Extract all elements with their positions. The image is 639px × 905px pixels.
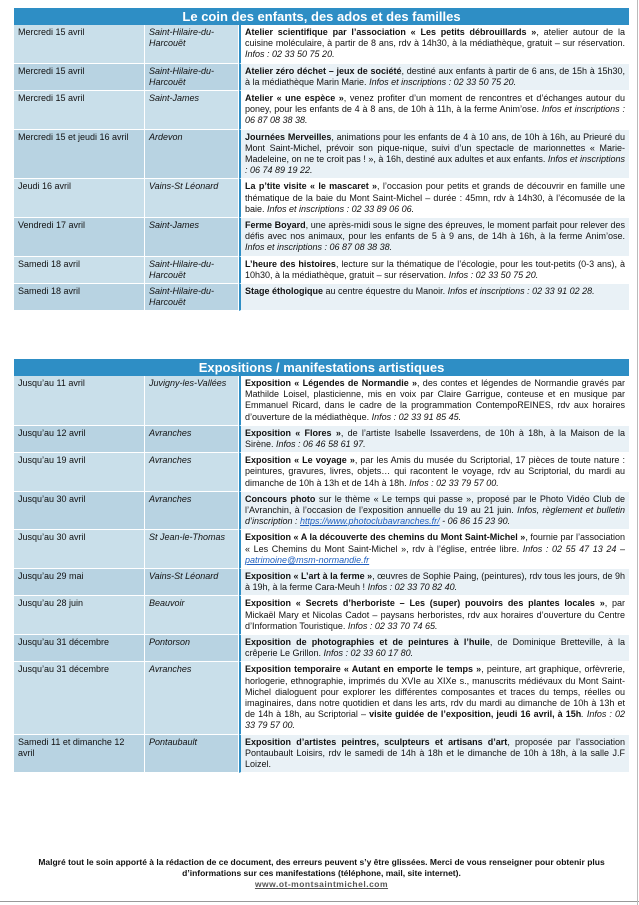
event-info: Infos : 02 33 91 85 45. (371, 411, 462, 422)
event-info: Infos et inscriptions : 02 33 91 02 28. (447, 286, 595, 297)
event-description (239, 91, 629, 130)
event-title: Exposition « Légendes de Normandie » (245, 378, 418, 388)
event-date: Samedi 11 et dimanche 12 avril (14, 735, 145, 774)
event-info: Infos : 02 55 47 13 24 – (522, 543, 625, 554)
page-right-rule (637, 0, 638, 905)
event-details: , une après-midi sous le signe des épreuves, le moment parfait pour relever des défis avec nos animaux, pour les enfants de 5 à 9 ans, de 14h à 16h, à la ferme Anim’ose. (245, 220, 625, 242)
event-date: Jeudi 16 avril (14, 179, 145, 218)
event-details: , de Dominique Bretteville, à la crêperie Le Grillon. (245, 637, 626, 659)
event-title: La p’tite visite « le mascaret » (245, 181, 378, 192)
event-description (239, 735, 629, 774)
event-description (239, 662, 629, 734)
table-row (14, 453, 629, 492)
event-info: Infos et inscriptions : 06 87 08 38 38. (245, 242, 393, 253)
table-row (14, 64, 629, 91)
event-location: Pontaubault (145, 735, 239, 774)
event-description (239, 25, 629, 64)
table-row (14, 662, 629, 734)
event-location: Vains-St Léonard (145, 569, 239, 596)
table-row (14, 179, 629, 218)
event-details: , l’occasion pour petits et grands de découvrir en famille une thématique de la baie du Mont Saint-Michel – durée : 45mn, rdv à 14h30, à l’écomusée de la baie. (245, 181, 625, 214)
event-details: , œuvres de Sophie Paing, (peintures), rdv tous les jours, de 9h à 19h, à la ferme Cara-Meuh ! (245, 571, 625, 593)
event-title: Atelier zéro déchet – jeux de société (245, 65, 402, 76)
event-details: sur le thème « Le temps qui passe », proposé par le Photo Vidéo Club de l’Avranchin, à l’occasion de l’exposition annuelle du 19 au 21 juin. (245, 493, 625, 516)
expo-section (14, 359, 629, 773)
event-date: Mercredi 15 et jeudi 16 avril (14, 130, 145, 180)
event-title: Atelier scientifique par l’association « Les petits débrouillards » (245, 27, 537, 37)
event-info: Infos : 02 33 70 74 65. (347, 620, 438, 631)
event-details: , proposée par l’association Pontaubault Loisirs, rdv le samedi de 14h à 18h et le dimanche de 10h à 18h, à la salle J.F Loizel. (245, 736, 625, 770)
footer (14, 857, 629, 890)
event-title: Exposition « Le voyage » (245, 455, 355, 466)
table-row (14, 492, 629, 531)
event-info: Infos, règlement et bulletin d’inscription : (245, 505, 625, 527)
event-details: , par Mickaël Mary et Nicolas Cadot – paysans herboristes, rdv aux horaires d’ouverture du Centre d’Information Touristique. (245, 598, 625, 631)
event-description (239, 635, 629, 662)
table-row (14, 569, 629, 596)
event-description (239, 284, 629, 311)
website-link[interactable]: www.ot-montsaintmichel.com (254, 879, 389, 889)
event-date: Samedi 18 avril (14, 257, 145, 284)
event-title: Stage éthologique (245, 286, 324, 297)
event-title: Ferme Boyard (245, 220, 306, 231)
event-description (239, 492, 629, 531)
event-info: . Infos : 02 33 79 57 00. (245, 709, 625, 731)
table-row (14, 284, 629, 311)
event-location: Avranches (145, 426, 239, 453)
event-info: Infos : 02 33 50 75 20. (245, 49, 335, 60)
event-details: , atelier autour de la cuisine moléculaire, à partir de 8 ans, rdv à 14h30, à la médiathèque, gratuit – sur réservation. (245, 27, 625, 49)
event-location: Saint-Hilaire-du-Harcouët (145, 25, 239, 64)
disclaimer-note: Malgré tout le soin apporté à la rédaction de ce document, des erreurs peuvent s’y être glissées. Merci de vous renseigner pour obtenir plus d’informations sur ces manifestations (téléphone, mail, site internet). (38, 857, 605, 878)
table-row (14, 596, 629, 635)
event-description (239, 453, 629, 492)
event-location: Avranches (145, 492, 239, 531)
event-title: Concours photo (245, 493, 316, 504)
event-description (239, 596, 629, 635)
event-details: , lecture sur la thématique de l’écologie, pour les tout-petits (0-3 ans), à 10h30, à la médiathèque, gratuit – sur réservation. (245, 258, 625, 280)
event-date: Samedi 18 avril (14, 284, 145, 311)
event-link[interactable]: https://www.photoclubavranches.fr/ (300, 516, 440, 527)
event-location: Beauvoir (145, 596, 239, 635)
event-location: Pontorson (145, 635, 239, 662)
event-date: Jusqu’au 29 mai (14, 569, 145, 596)
table-row (14, 530, 629, 569)
event-description (239, 130, 629, 180)
event-date: Mercredi 15 avril (14, 25, 145, 64)
table-row (14, 91, 629, 130)
event-link[interactable]: patrimoine@msm-normandie.fr (245, 554, 370, 565)
table-row (14, 25, 629, 64)
event-description (239, 179, 629, 218)
kids-section (14, 8, 629, 311)
event-title: Exposition temporaire « Autant en emporte le temps » (245, 664, 482, 675)
event-details: , animations pour les enfants de 4 à 10 ans, de 10h à 16h, au Prieuré du Mont Saint-Michel, prévoir son pique-nique, suivi d’un spectacle de marionnettes « Marie-Madeleine, on ne te croit pas ! », à 16h, destiné aux adultes et aux enfants. (245, 131, 625, 165)
event-date: Jusqu’au 31 décembre (14, 635, 145, 662)
event-location: Saint-Hilaire-du-Harcouët (145, 64, 239, 91)
event-details: au centre équestre du Manoir. (323, 286, 448, 297)
event-description (239, 569, 629, 596)
expo-section-title: Expositions / manifestations artistiques (14, 359, 629, 376)
event-date: Jusqu’au 31 décembre (14, 662, 145, 734)
event-info: Infos : 02 33 70 82 40. (367, 582, 458, 593)
event-location: Saint-James (145, 218, 239, 257)
event-date: Jusqu’au 30 avril (14, 530, 145, 569)
event-details: , fournie par l’association « Les Chemins du Mont Saint-Michel », rdv à l’église, entrée libre. (245, 532, 625, 554)
event-description (239, 257, 629, 284)
event-date: Jusqu’au 12 avril (14, 426, 145, 453)
event-info: Infos : 02 33 50 75 20. (448, 269, 539, 280)
table-row (14, 130, 629, 180)
event-details: , venez profiter d’un moment de rencontres et d’échanges autour du poney, pour les enfants de 4 à 8 ans, de 10h à 11h, à la ferme Anim’ose. (245, 93, 625, 115)
event-info: Infos et inscriptions : 06 74 89 19 22. (245, 154, 625, 176)
event-description (239, 376, 629, 426)
table-row (14, 635, 629, 662)
table-row (14, 426, 629, 453)
event-date: Jusqu’au 28 juin (14, 596, 145, 635)
event-info: Infos et inscriptions : 06 87 08 38 38. (245, 104, 625, 126)
event-date: Mercredi 15 avril (14, 91, 145, 130)
event-location: Avranches (145, 662, 239, 734)
event-details: , par les Amis du musée du Scriptorial, 17 pièces de toute nature : peintures, gravures, livres, objets… qui racontent le voyage, rdv au Scriptorial, du mardi au dimanche de 10h à 13h et de 14h à 18h. (245, 455, 625, 488)
event-title: Exposition « Flores » (245, 427, 341, 438)
table-row (14, 218, 629, 257)
event-title: Journées Merveilles (245, 131, 332, 142)
event-location: Vains-St Léonard (145, 179, 239, 218)
event-description (239, 530, 629, 569)
event-date: Jusqu’au 19 avril (14, 453, 145, 492)
event-info-tail: - 06 86 15 23 90. (439, 516, 511, 527)
event-details: , destiné aux enfants à partir de 6 ans, de 15h à 15h30, à la médiathèque Marin Marie. (245, 65, 625, 87)
event-info: Infos et inscriptions : 02 33 50 75 20. (369, 76, 517, 87)
event-description (239, 64, 629, 91)
event-date: Jusqu’au 30 avril (14, 492, 145, 531)
event-details: , des contes et légendes de Normandie gravés par Mathilde Loisel, plasticienne, mis en voix par Claire Garrigue, conteuse et en musique par Emmanuel Ricard, dans le cadre de la programmation ContempoREINES, rdv aux horaires d’ouverture de la médiathèque. (245, 378, 625, 422)
event-description (239, 426, 629, 453)
event-title: L’heure des histoires (245, 258, 336, 269)
event-location: Juvigny-les-Vallées (145, 376, 239, 426)
event-location: St Jean-le-Thomas (145, 530, 239, 569)
table-row (14, 735, 629, 774)
event-location: Saint-Hilaire-du-Harcouët (145, 257, 239, 284)
event-title: Atelier « une espèce » (245, 93, 344, 104)
event-description (239, 218, 629, 257)
event-info: Infos : 02 33 60 17 80. (323, 648, 414, 659)
kids-table (14, 25, 629, 311)
event-visit: visite guidée de l’exposition, jeudi 16 avril, à 15h (369, 709, 582, 720)
event-details: , de l’artiste Isabelle Issaverdens, de 10h à 18h, à la Maison de la Sirène. (245, 427, 625, 450)
event-info: Infos : 06 46 58 61 97. (276, 439, 366, 450)
event-title: Exposition « A la découverte des chemins du Mont Saint-Michel » (245, 532, 526, 543)
event-title: Exposition « L’art à la ferme » (245, 571, 373, 582)
page-bottom-rule (0, 901, 639, 902)
event-date: Jusqu’au 11 avril (14, 376, 145, 426)
event-title: Exposition « Secrets d’herboriste – Les (super) pouvoirs des plantes locales » (245, 598, 605, 609)
event-location: Ardevon (145, 130, 239, 180)
event-title: Exposition de photographies et de peintures à l’huile (245, 637, 490, 648)
event-details: , peinture, art graphique, orfèvrerie, horlogerie, ethnographie, imprimés du XVIe au XIXe s., manuscrits médiévaux du Mont Saint-Michel dialoguent pour explorer les différentes composantes et traces du temps, réelles ou imaginaires, dans notre quotidien et dans les arts, rdv du mardi au dimanche de 10h à 13h et de 14h à 18h, au Scriptorial – (245, 664, 625, 720)
event-date: Mercredi 15 avril (14, 64, 145, 91)
event-location: Saint-James (145, 91, 239, 130)
kids-section-title: Le coin des enfants, des ados et des familles (14, 8, 629, 25)
table-row (14, 376, 629, 426)
event-date: Vendredi 17 avril (14, 218, 145, 257)
event-info: Infos et inscriptions : 02 33 89 06 06. (267, 203, 415, 214)
event-location: Saint-Hilaire-du-Harcouët (145, 284, 239, 311)
event-location: Avranches (145, 453, 239, 492)
expo-table (14, 376, 629, 773)
table-row (14, 257, 629, 284)
event-title: Exposition d’artistes peintres, sculpteurs et artisans d’art (245, 736, 508, 747)
event-info: Infos : 02 33 79 57 00. (409, 477, 499, 488)
